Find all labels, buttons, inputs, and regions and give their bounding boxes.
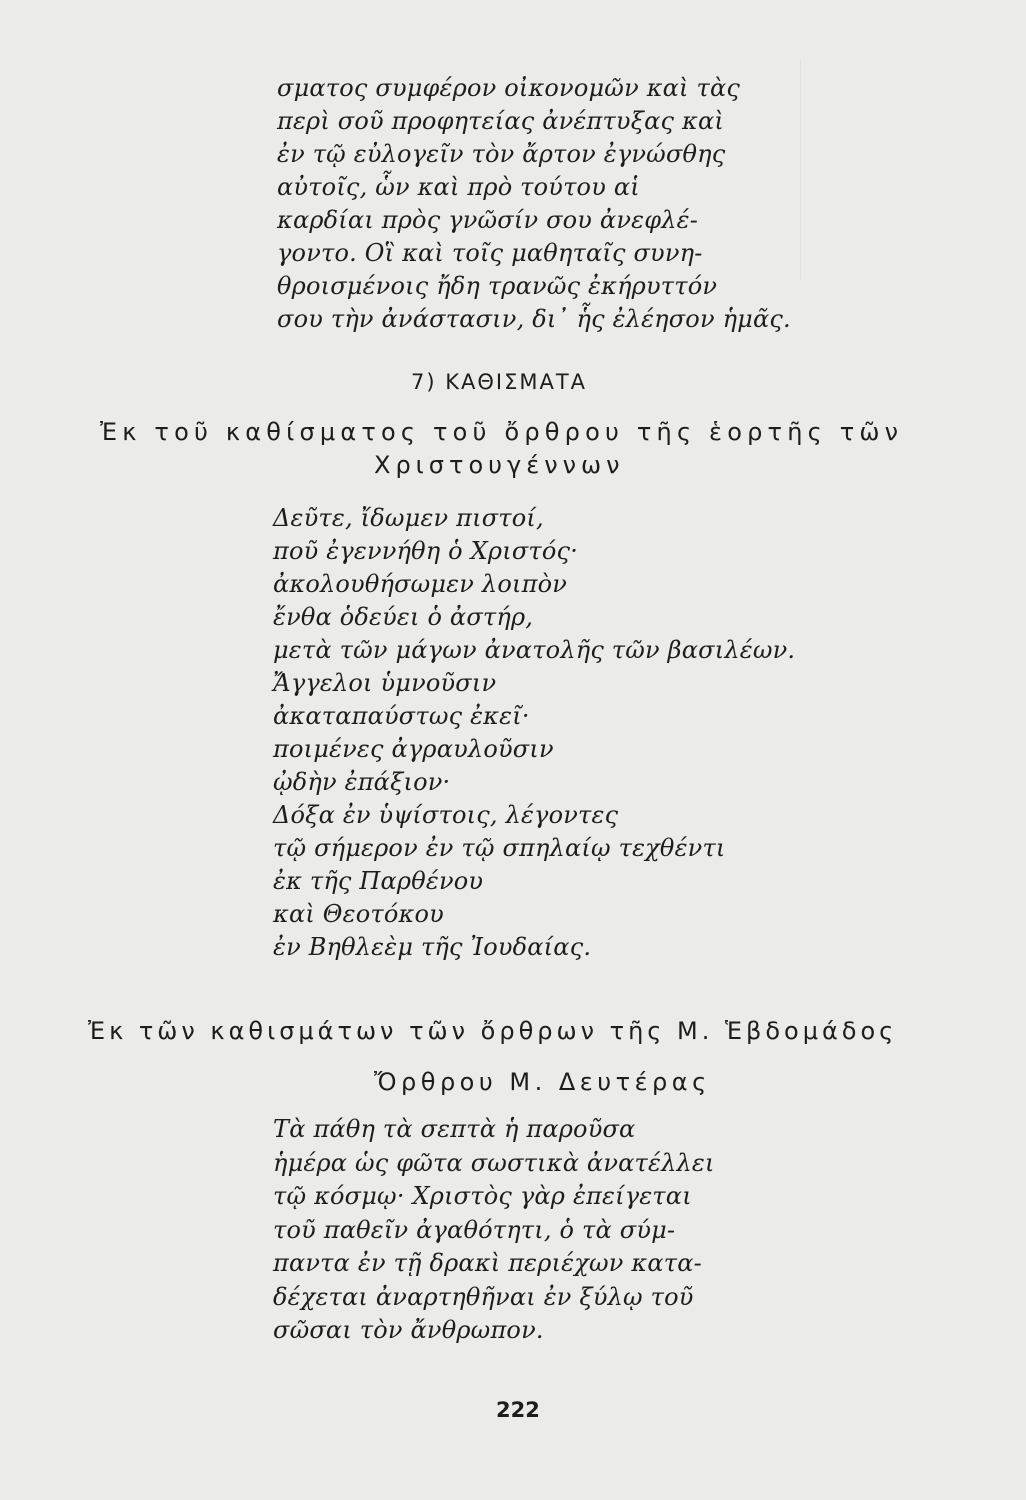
- text-line: σματος συμφέρον οἰκονομῶν καὶ τὰς: [277, 74, 740, 102]
- text-line: περὶ σοῦ προφητείας ἀνέπτυξας καὶ: [277, 107, 724, 135]
- text-line: τῷ κόσμῳ· Χριστὸς γὰρ ἐπείγεται: [273, 1182, 692, 1210]
- heading-christmas-line2: Χριστουγέννων: [374, 451, 625, 479]
- text-line: ἀκαταπαύστως ἐκεῖ·: [273, 702, 530, 730]
- text-line: ἀκολουθήσωμεν λοιπὸν: [273, 570, 568, 598]
- text-line: ἐκ τῆς Παρθένου: [273, 867, 484, 895]
- text-line: Δόξα ἐν ὑψίστοις, λέγοντες: [273, 801, 619, 829]
- text-line: δέχεται ἀναρτηθῆναι ἐν ξύλῳ τοῦ: [273, 1282, 694, 1311]
- text-line: Ἄγγελοι ὑμνοῦσιν: [273, 669, 497, 697]
- text-line: θροισμένοις ἤδη τρανῶς ἐκήρυττόν: [277, 272, 718, 300]
- text-line: καρδίαι πρὸς γνῶσίν σου ἀνεφλέ-: [277, 206, 699, 234]
- text-line: σου τὴν ἀνάστασιν, δι᾽ ἧς ἐλέησον ἡμᾶς.: [277, 305, 791, 333]
- stanza-top: [277, 72, 791, 336]
- heading-christmas-line1: Ἐκ τοῦ καθίσματος τοῦ ὄρθρου τῆς ἑορτῆς τῶν: [100, 418, 904, 446]
- text-line: ἡμέρα ὡς φῶτα σωστικὰ ἀνατέλλει: [273, 1148, 715, 1177]
- text-line: τῷ σήμερον ἐν τῷ σπηλαίῳ τεχθέντι: [273, 834, 726, 862]
- text-line: καὶ Θεοτόκου: [273, 900, 444, 928]
- text-line: γοντο. Οἳ καὶ τοῖς μαθηταῖς συνη-: [277, 239, 703, 267]
- section-number-heading: 7) ΚΑΘΙΣΜΑΤΑ: [411, 370, 588, 394]
- text-line: αὐτοῖς, ὧν καὶ πρὸ τούτου αἱ: [277, 173, 640, 201]
- text-line: ποιμένες ἀγραυλοῦσιν: [273, 735, 554, 763]
- text-line: ᾠδὴν ἐπάξιον·: [273, 768, 451, 796]
- heading-holy-week-line2: Ὄρθρου Μ. Δευτέρας: [374, 1068, 711, 1096]
- text-line: ποῦ ἐγεννήθη ὁ Χριστός·: [273, 537, 579, 565]
- text-line: παντα ἐν τῇ δρακὶ περιέχων κατα-: [273, 1249, 702, 1277]
- stanza-holy-monday: [273, 1113, 715, 1348]
- text-line: ἐν Βηθλεὲμ τῆς Ἰουδαίας.: [273, 933, 592, 961]
- page-number: 222: [496, 1398, 540, 1422]
- text-line: μετὰ τῶν μάγων ἀνατολῆς τῶν βασιλέων.: [273, 636, 796, 664]
- text-line: Τὰ πάθη τὰ σεπτὰ ἡ παροῦσα: [273, 1115, 636, 1143]
- text-line: ἐν τῷ εὐλογεῖν τὸν ἄρτον ἐγνώσθης: [277, 140, 726, 168]
- text-line: Δεῦτε, ἴδωμεν πιστοί,: [273, 504, 544, 532]
- stanza-christmas: [273, 502, 795, 964]
- text-line: σῶσαι τὸν ἄνθρωπον.: [273, 1316, 544, 1344]
- text-line: τοῦ παθεῖν ἀγαθότητι, ὁ τὰ σύμ-: [273, 1215, 676, 1244]
- text-line: ἔνθα ὁδεύει ὁ ἀστήρ,: [273, 603, 534, 631]
- heading-holy-week-line1: Ἐκ τῶν καθισμάτων τῶν ὄρθρων τῆς Μ. Ἑβδομάδος: [88, 1017, 898, 1045]
